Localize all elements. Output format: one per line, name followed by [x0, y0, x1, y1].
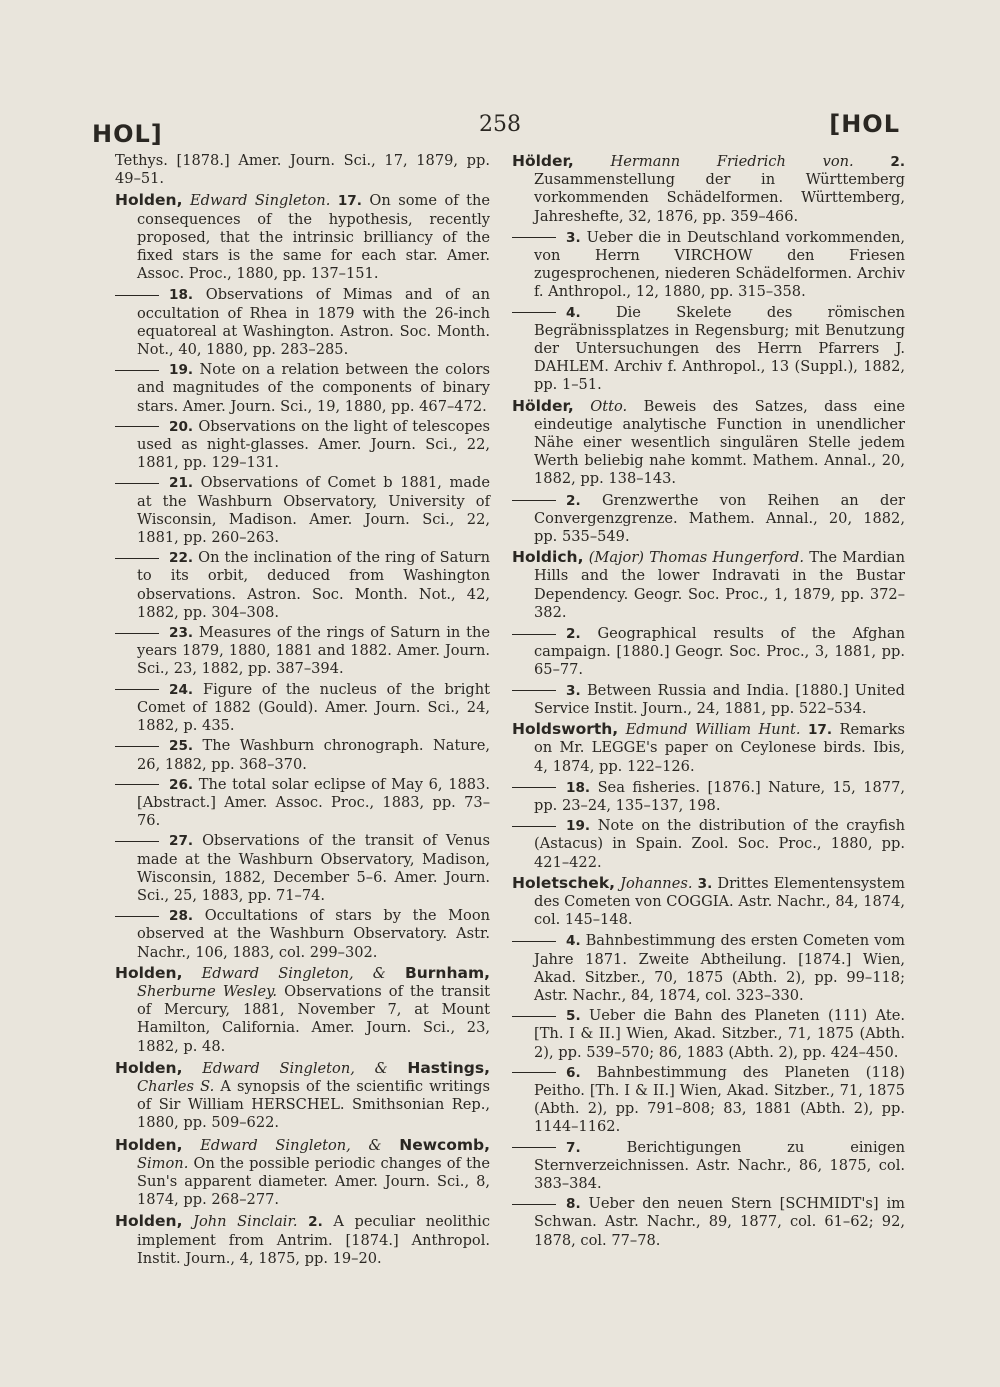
entry-number: 22.: [169, 550, 194, 567]
page-header: [0, 108, 1000, 148]
ditto-rule: [115, 784, 159, 785]
entry-number: 7.: [566, 1139, 581, 1156]
running-head-left: HOL]: [92, 120, 163, 148]
author-surname: Holetschek,: [512, 873, 616, 892]
entry-text: Figure of the nucleus of the bright Comet of 1882 (Gould). Amer. Journ. Sci., 24, 1882, p. 435.: [137, 680, 491, 735]
entry-text: A synopsis of the scientific writings of Sir William HERSCHEL. Smithsonian Rep., 1880, pp. 509–622.: [137, 1077, 491, 1132]
entry-number: 28.: [169, 908, 194, 925]
entry-number: 4.: [566, 933, 581, 950]
sub-entry: [115, 776, 490, 831]
entry-number: 2.: [308, 1214, 323, 1231]
entry-number: 19.: [169, 362, 194, 379]
author-given-name: Edward Singleton.: [189, 192, 331, 210]
entry-number: 27.: [169, 833, 194, 850]
ditto-rule: [115, 689, 159, 690]
right-column: [512, 152, 905, 1252]
ditto-rule: [512, 1016, 556, 1017]
sub-entry: [115, 361, 490, 416]
entry-text: The Washburn chronograph. Nature, 26, 1882, pp. 368–370.: [137, 737, 490, 773]
entry-text: Observations of Comet b 1881, made at the Washburn Observatory, University of Wisconsin, Madison. Amer. Journ. Sci., 22, 1881, pp. 260–263.: [137, 474, 491, 547]
entry-number: 17.: [337, 193, 362, 210]
author-entry: [512, 397, 905, 489]
coauthor-given-name: Simon.: [137, 1154, 189, 1172]
author-surname: Holden,: [115, 1212, 183, 1231]
author-entry: [115, 1212, 490, 1268]
sub-entry: [115, 549, 490, 622]
joint-author-entry: [115, 1136, 490, 1210]
ditto-rule: [512, 237, 556, 238]
ditto-rule: [115, 841, 159, 842]
joint-author-entry: [115, 964, 490, 1056]
entry-number: 20.: [169, 418, 194, 435]
entry-number: 3.: [697, 875, 713, 892]
author-given-name: Edmund William Hunt.: [625, 721, 801, 739]
coauthor-given-name: Charles S.: [137, 1077, 215, 1095]
entry-text: Ueber die Bahn des Planeten (111) Ate. [Th. I & II.] Wien, Akad. Sitzber., 71, 1875 (Abth. 2), pp. 539–570; 86, 1883 (Abth. 2), pp. 424–450.: [534, 1007, 905, 1061]
entry-number: 19.: [566, 818, 591, 835]
sub-entry: [115, 474, 490, 547]
ditto-rule: [512, 1147, 556, 1148]
entry-number: 21.: [169, 475, 194, 492]
coauthor-surname: Newcomb,: [399, 1135, 491, 1154]
author-given-name: Edward Singleton, &: [202, 1059, 388, 1077]
ditto-rule: [512, 941, 556, 942]
sub-entry: [512, 625, 905, 680]
entry-number: 17.: [807, 722, 833, 739]
ditto-rule: [512, 1072, 556, 1073]
ditto-rule: [115, 483, 159, 484]
entry-text: Occultations of stars by the Moon observed at the Washburn Observatory. Astr. Nachr., 106, 1883, col. 299–302.: [137, 907, 490, 961]
sub-entry: [512, 1195, 905, 1250]
sub-entry: [512, 1007, 905, 1062]
ditto-rule: [512, 787, 556, 788]
author-entry: [512, 152, 905, 226]
author-surname: Holdich,: [512, 548, 584, 567]
ditto-rule: [115, 426, 159, 427]
entry-number: 24.: [169, 681, 194, 698]
author-entry: [512, 720, 905, 776]
entry-number: 6.: [566, 1064, 581, 1081]
entry-text: Beweis des Satzes, dass eine eindeutige analytische Function in unendlicher Nähe einer wesentlich singulären Stelle jedem Werth beliebig nahe kommt. Mathem. Annal., 20, 1882, pp. 138–143.: [534, 397, 906, 488]
entry-text: On the possible periodic changes of the Sun's apparent diameter. Amer. Journ. Sci., 8, 1874, pp. 268–277.: [137, 1154, 490, 1209]
entry-continuation: [115, 152, 490, 188]
sub-entry: [115, 286, 490, 359]
entry-number: 26.: [169, 776, 194, 793]
sub-entry: [512, 304, 905, 395]
sub-entry: [512, 779, 905, 815]
coauthor-surname: Burnham,: [404, 963, 490, 982]
entry-number: 25.: [169, 738, 194, 755]
entry-text: Observations of the transit of Mercury, 1881, November 7, at Mount Hamilton, California. Amer. Journ. Sci., 23, 1882, p. 48.: [137, 982, 491, 1055]
entry-number: 3.: [566, 229, 581, 246]
entry-text: Ueber die in Deutschland vorkommenden, von Herrn VIRCHOW den Friesen zugesprochenen, niederen Schädelformen. Archiv f. Anthropol., 12, 1880, pp. 315–358.: [534, 228, 906, 301]
entry-text: On some of the consequences of the hypothesis, recently proposed, that the intrinsic brilliancy of the fixed stars is the same for each star. Amer. Assoc. Proc., 1880, pp. 137–151.: [137, 192, 491, 283]
page-number: 258: [479, 112, 521, 137]
ditto-rule: [512, 1204, 556, 1205]
entry-number: 2.: [566, 492, 581, 509]
entry-number: 3.: [566, 682, 581, 699]
author-given-name: Otto.: [590, 397, 628, 415]
entry-text: Ueber den neuen Stern [SCHMIDT's] im Schwan. Astr. Nachr., 89, 1877, col. 61–62; 92, 1878, col. 77–78.: [534, 1195, 905, 1249]
author-surname: Hölder,: [512, 152, 574, 170]
ditto-rule: [512, 634, 556, 635]
author-given-name: Edward Singleton, &: [201, 964, 386, 982]
entry-text: Grenzwerthe von Reihen an der Convergenzgrenze. Mathem. Annal., 20, 1882, pp. 535–549.: [534, 491, 905, 546]
entry-text: Bahnbestimmung des Planeten (118) Peitho. [Th. I & II.] Wien, Akad. Sitzber., 71, 1875 (Abth. 2), pp. 791–808; 83, 1881 (Abth. 2), pp. 1144–1162.: [534, 1063, 905, 1136]
entry-number: 18.: [566, 779, 591, 796]
sub-entry: [115, 737, 490, 773]
entry-text: The Mardian Hills and the lower Indravati in the Bustar Dependency. Geogr. Soc. Proc., 1, 1879, pp. 372–382.: [534, 549, 906, 621]
entry-number: 2.: [890, 154, 905, 170]
sub-entry: [115, 624, 490, 679]
ditto-rule: [115, 633, 159, 634]
entry-text: Drittes Elementensystem des Cometen von COGGIA. Astr. Nachr., 84, 1874, col. 145–148.: [534, 874, 906, 929]
author-given-name: Johannes.: [620, 874, 693, 892]
sub-entry: [512, 492, 905, 547]
ditto-rule: [115, 370, 159, 371]
entry-text: Observations of the transit of Venus made at the Washburn Observatory, Madison, Wisconsin, 1882, December 5–6. Amer. Journ. Sci., 25, 1883, pp. 71–74.: [137, 832, 490, 904]
ditto-rule: [512, 826, 556, 827]
sub-entry: [115, 832, 490, 905]
author-given-name: (Major) Thomas Hungerford.: [588, 549, 805, 567]
author-surname: Holden,: [115, 963, 183, 982]
entry-text: Between Russia and India. [1880.] United Service Instit. Journ., 24, 1881, pp. 522–534.: [534, 681, 905, 717]
ditto-rule: [115, 558, 159, 559]
author-surname: Holden,: [115, 1135, 183, 1154]
author-surname: Hölder,: [512, 396, 574, 415]
coauthor-given-name: Sherburne Wesley.: [137, 982, 278, 1000]
entry-text: Remarks on Mr. LEGGE's paper on Ceylonese birds. Ibis, 4, 1874, pp. 122–126.: [534, 721, 905, 775]
ditto-rule: [115, 746, 159, 747]
entry-text: Note on the distribution of the crayfish (Astacus) in Spain. Zool. Soc. Proc., 1880, pp. 421–422.: [534, 817, 906, 871]
ditto-rule: [512, 690, 556, 691]
author-surname: Holden,: [115, 1058, 183, 1077]
entry-text: Observations on the light of telescopes used as night-glasses. Amer. Journ. Sci., 22, 1881, pp. 129–131.: [137, 417, 490, 472]
entry-number: 4.: [566, 304, 581, 321]
author-surname: Holdsworth,: [512, 720, 619, 739]
ditto-rule: [115, 295, 159, 296]
sub-entry: [115, 681, 490, 736]
left-column: [115, 152, 490, 1271]
sub-entry: [512, 1064, 905, 1137]
author-surname: Holden,: [115, 191, 183, 210]
ditto-rule: [512, 500, 556, 501]
author-entry: [512, 874, 905, 930]
entry-text: Sea fisheries. [1876.] Nature, 15, 1877, pp. 23–24, 135–137, 198.: [534, 778, 905, 814]
sub-entry: [512, 932, 905, 1005]
sub-entry: [115, 418, 490, 473]
entry-number: 23.: [169, 625, 194, 642]
ditto-rule: [115, 916, 159, 917]
entry-text: The total solar eclipse of May 6, 1883. [Abstract.] Amer. Assoc. Proc., 1883, pp. 73–76.: [137, 775, 490, 830]
running-head-right: [HOL: [829, 110, 900, 138]
entry-text: Zusammenstellung der in Württemberg vorkommenden Schädelformen. Württemberg, Jahreshefte, 32, 1876, pp. 359–466.: [534, 171, 905, 225]
entry-number: 2.: [566, 626, 581, 643]
entry-text: On the inclination of the ring of Saturn to its orbit, deduced from Washington observations. Astron. Soc. Month. Not., 42, 1882, pp. 304–308.: [137, 549, 491, 621]
ditto-rule: [512, 312, 556, 313]
joint-author-entry: [115, 1059, 490, 1133]
sub-entry: [115, 907, 490, 962]
entry-text: Note on a relation between the colors and magnitudes of the components of binary stars. Amer. Journ. Sci., 19, 1880, pp. 467–472.: [137, 361, 490, 415]
entry-number: 5.: [566, 1008, 581, 1025]
entry-number: 18.: [169, 287, 194, 304]
entry-text: Berichtigungen zu einigen Sternverzeichnissen. Astr. Nachr., 86, 1875, col. 383–384.: [534, 1138, 905, 1192]
entry-text: Measures of the rings of Saturn in the years 1879, 1880, 1881 and 1882. Amer. Journ. Sci., 23, 1882, pp. 387–394.: [137, 624, 491, 678]
entry-text: Tethys. [1878.] Amer. Journ. Sci., 17, 1879, pp. 49–51.: [115, 152, 490, 188]
author-given-name: John Sinclair.: [193, 1213, 298, 1231]
entry-text: Bahnbestimmung des ersten Cometen vom Jahre 1871. Zweite Abtheilung. [1874.] Wien, Akad. Sitzber., 70, 1875 (Abth. 2), pp. 99–118; Astr. Nachr., 84, 1874, col. 323–330.: [534, 932, 905, 1004]
author-given-name: Edward Singleton, &: [200, 1136, 382, 1154]
coauthor-surname: Hastings,: [407, 1058, 490, 1077]
sub-entry: [512, 229, 905, 302]
entry-number: 8.: [566, 1196, 581, 1213]
entry-text: Die Skelete des römischen Begräbnissplatzes in Regensburg; mit Benutzung der Untersuchungen des Herrn Pfarrers J. DAHLEM. Archiv f. Anthropol., 13 (Suppl.), 1882, pp. 1–51.: [534, 303, 905, 394]
author-entry: [512, 548, 905, 622]
sub-entry: [512, 817, 905, 872]
entry-text: A peculiar neolithic implement from Antrim. [1874.] Anthropol. Instit. Journ., 4, 1875, pp. 19–20.: [137, 1213, 491, 1267]
sub-entry: [512, 1139, 905, 1194]
author-given-name: Hermann Friedrich von.: [610, 153, 854, 170]
author-entry: [115, 191, 490, 283]
entry-text: Geographical results of the Afghan campaign. [1880.] Geogr. Soc. Proc., 3, 1881, pp. 65–77.: [534, 625, 905, 679]
sub-entry: [512, 682, 905, 718]
entry-text: Observations of Mimas and of an occultation of Rhea in 1879 with the 26-inch equatoreal at Washington. Astron. Soc. Month. Not., 40, 1880, pp. 283–285.: [137, 286, 491, 359]
